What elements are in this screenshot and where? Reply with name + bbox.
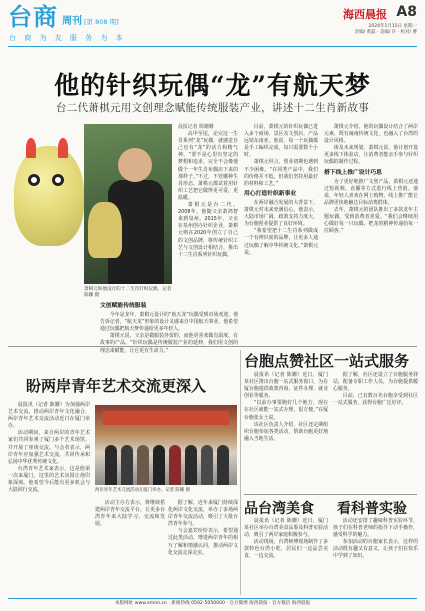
photo-plush — [88, 202, 122, 258]
section-head: 搭下线上推广设计巧思 — [324, 169, 382, 176]
section4-col-2 — [333, 518, 418, 596]
date-text: 2024年1月15日 星期一 — [368, 24, 417, 29]
header-rule — [8, 46, 417, 47]
page-footer: 本版网址 www.xmnn.cn · 新闻热线 0592-5050000 · 官方微博 海西晨报 · 官方微信 海西晨报 — [114, 601, 311, 606]
section2-photo-caption: 两岸青年艺术交流活动在厦门举办。记者 陈姗 摄 — [95, 488, 190, 493]
paragraph: 晨报讯（记者 陈姗）近日，厦门某社区举办台湾美食品鉴及科普实验活动，吸引了两岸家庭积极参与。 — [244, 518, 328, 539]
paragraph: 目前，已有数百名台胞享受到社区一站式服务，获得台胞广泛好评。 — [333, 393, 418, 407]
paragraph: 该社区负责人介绍，社区还定期组织台胞参加各类活动，帮助台胞更好地融入当地生活。 — [244, 421, 328, 442]
section3-headline: 台胞点赞社区一站式服务 — [244, 352, 410, 370]
paragraph: 与会嘉宾纷纷表示，希望通过此类活动，增进两岸青年的相互了解和情感认同，推动两岸文化交流走深走实。 — [168, 528, 238, 556]
newspaper-logo: 海西晨报 — [343, 8, 387, 21]
paragraph: 萧棋元介绍，他的玩偶设计结合了两岸元素，既有闽南传统文化，也融入了台湾的设计风格。 — [324, 124, 418, 145]
photo-person — [217, 445, 229, 485]
dateline — [355, 24, 417, 36]
masthead — [8, 4, 119, 30]
dragon-body — [14, 146, 84, 246]
dragon-horn — [26, 138, 36, 158]
dragon-eye — [52, 174, 64, 186]
paragraph: 今年是龙年，萧棋元设计的“航天龙”玩偶受到市场欢迎。他告诉记者，“航天龙”形象的设计灵感来自中国航天事业，他希望通过玩偶把航天梦传递给更多年轻人。 — [100, 312, 238, 333]
masthead-title: 台商 — [8, 3, 58, 31]
section4-col-1 — [244, 518, 328, 596]
paragraph: “以前办事要跑好几个地方，现在在社区就能一站式办理，很方便。”在厦台胞张女士说。 — [244, 400, 328, 421]
dragon-eye — [28, 174, 40, 186]
photo-person-head — [118, 148, 152, 182]
section3-col-1 — [244, 372, 328, 492]
photo-person — [201, 445, 213, 485]
paragraph: 活动现场，台湾师傅现场制作了多款特色台湾小吃，居民们一边品尝美食，一边交流。 — [244, 539, 328, 560]
section3-col-2 — [333, 372, 418, 492]
editor-text: 责编/ 黄磊 · 美编/ 许 · 校对/ 曹 — [354, 30, 417, 35]
paragraph: 晨报讯（记者 陈姗）近日，厦门某社区推出台胞一站式服务窗口，为在厦台胞提供政策咨询、证件办理、就业创业等服务。 — [244, 372, 328, 400]
main-subhead: 台二代萧棋元用文创理念赋能传统服装产业，讲述十二生肖新故事 — [55, 102, 370, 114]
footer-rule — [8, 598, 417, 599]
paragraph: “我希望把十二生肖系列做成一个有辨识度的品牌，让更多人通过玩偶了解中华传统文化。”萧棋元说。 — [244, 228, 318, 256]
paragraph: 目前，萧棋元的针织玩偶已进入多个商场、景区及文创店，产品远销东南亚。他说，每一个玩偶都是手工编织完成，每只需要数个小时。 — [244, 124, 318, 159]
section-divider — [8, 346, 417, 347]
paragraph: 萧棋元说，父亲是做服装外贸的，而他更喜欢做有温度、有故事的产品。“针织玩偶是传统服装产业的延伸，我们用文创的理念来赋能，让它更有生命力。” — [100, 333, 238, 354]
main-photo — [84, 124, 172, 284]
paragraph: 据了解，社区还设立了台胞服务驿站，配备专职工作人员，为台胞提供暖心服务。 — [333, 372, 418, 393]
section-head: 用心打造针织新事业 — [244, 190, 297, 197]
paragraph: 萧棋元是台二代。2008年，他随父亲萧鸿智来到泉州。2015年，父亲在泉州创办针织企业，萧棋元则在2020年创立了自己的文创品牌，将传统针织工艺与文创设计相结合，推出十二生肖系列针织玩偶。 — [178, 202, 238, 258]
section4-headline-a: 品台湾美食 — [244, 501, 314, 517]
paragraph: 谈及未来规划，萧棋元说，他计划开设更多线下体验店，让消费者能亲手参与针织玩偶的制作过程。 — [324, 145, 418, 166]
paragraph: 活动还安排了趣味科普实验环节，孩子们在科普老师的指导下动手操作，感受科学的魅力。 — [333, 518, 418, 539]
section2-col-2 — [95, 500, 165, 596]
photo-person — [137, 445, 149, 485]
photo-person — [121, 445, 133, 485]
section-head: 文创赋能传统服装 — [100, 303, 147, 309]
section-divider — [244, 494, 417, 495]
paragraph: 活动期间，来自两岸的青年艺术家们共同参观了厦门多个艺术场馆，并开展了座谈交流。与会者表示，两岸青年应加强艺术交流，共同传承和弘扬中华优秀传统文化。 — [8, 430, 90, 465]
dragon-plush-illustration — [8, 138, 88, 250]
paragraph: 高甲至尾，论完这一生肖系列“龙”玩偶，就感觉自己也有“龙”的活力和精气神。“要不是心里有坚定的梦想和追求，完全不会像他做个一年生肖布偶店下来的那样子。”不过，不管哪种生肖形态，萧棋元都试着用针织工艺把它做得更可爱、更温暖。 — [178, 131, 238, 201]
main-headline: 他的针织玩偶“龙”有航天梦 — [54, 71, 371, 100]
byline: 晨报记者 陈姗姗 — [178, 124, 214, 130]
paragraph: 为了更好地推广文创产品，萧棋元还通过短视频、直播等方式进行线上营销。他说，年轻人喜欢在网上购物，线上推广能让品牌更快地触达目标消费群体。 — [324, 178, 418, 206]
tagline: 台 商 为 友 服 务 为 本 — [9, 34, 126, 42]
masthead-sub: 周刊 — [62, 16, 82, 27]
section2-headline: 盼两岸青年艺术交流更深入 — [26, 377, 207, 395]
section2-photo — [95, 405, 237, 485]
photo-person — [105, 445, 117, 485]
main-col-2 — [100, 300, 238, 354]
paragraph: 在两岸融合发展的大背景下，萧棋元对未来充满信心。他表示，大陆市场广阔，政策支持力度大，为台胞创业提供了良好环境。 — [244, 199, 318, 228]
page-number: A8 — [396, 4, 417, 20]
dragon-horn — [58, 138, 68, 158]
paragraph: 参加活动的台胞家长表示，这样的活动既有趣又有意义，让孩子们在快乐中学到了知识。 — [333, 539, 418, 560]
photo-person — [169, 445, 181, 485]
section2-col-3 — [168, 500, 238, 596]
issue-number: [第 808 期] — [84, 18, 119, 26]
main-photo-caption: 萧棋元和他设计的十二生肖针织玩偶。记者 陈姗 摄 — [84, 287, 172, 298]
photo-banner — [103, 411, 229, 425]
photo-person — [185, 445, 197, 485]
section2-col-1 — [8, 402, 90, 596]
main-col-4 — [324, 124, 418, 344]
paragraph: 晨报讯（记者 陈姗）为加强两岸艺术交流，推动两岸青年文化融合，两岸青年艺术交流活动近日在厦门举办。 — [8, 402, 90, 430]
paragraph: 据了解，近年来厦门持续深化两岸文化交流，举办了多场两岸青年交流活动，吸引了大批台湾青年参与。 — [168, 500, 238, 528]
column-divider — [240, 350, 241, 595]
paragraph: 活动主办方表示，将继续搭建两岸青年交流平台，让更多台湾青年来大陆学习、交流和发展。 — [95, 500, 165, 528]
paragraph: 去年，萧棋元的团队推出了多款龙年主题玩偶，受到消费者喜爱。“我们会继续用心做好每一只玩偶，把龙的精神传递给每一位顾客。” — [324, 207, 418, 235]
paragraph: 台湾青年艺术家表示，这是他第一次来厦门，这里的艺术氛围让他印象深刻。他希望今后能有更多机会与大陆同行交流。 — [8, 465, 90, 494]
main-col-3 — [244, 124, 318, 344]
paragraph: 萧棋元坦言，创业初期也遇到不少困难。“在同类产品中，我们的价格并不低，但我们坚持用最好的材料和工艺。” — [244, 159, 318, 187]
photo-person — [153, 445, 165, 485]
page-header — [0, 0, 425, 48]
section4-headline-b: 看科普实验 — [337, 501, 407, 517]
